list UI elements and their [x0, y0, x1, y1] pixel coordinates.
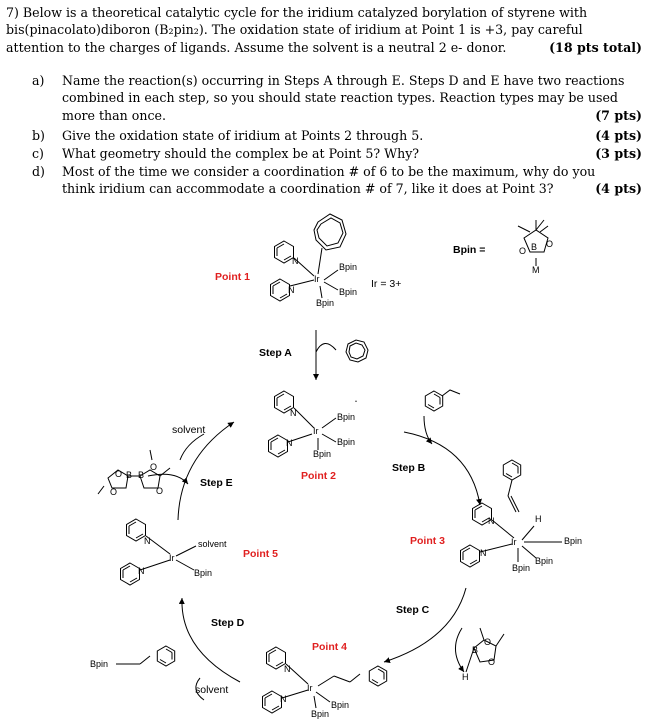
atom-label: N	[286, 438, 293, 448]
question-line: bis(pinacolato)diboron (B₂pin₂). The oxidation state of iridium at Point 1 is +3, pay careful	[6, 22, 583, 38]
part-letter: b)	[32, 128, 45, 143]
atom-label: Ir	[313, 426, 319, 436]
atom-label: N	[138, 566, 145, 576]
atom-label: O	[156, 486, 164, 496]
atom-label: Bpin	[90, 659, 109, 669]
step-b-label: Step B	[392, 462, 426, 474]
point5-complex	[121, 519, 197, 585]
point5-label: Point 5	[243, 548, 279, 560]
atom-label: Bpin	[316, 298, 335, 308]
atom-label: N	[144, 536, 151, 546]
atom-label: Bpin	[331, 700, 350, 710]
ir-oxidation-note: Ir = 3+	[371, 278, 402, 290]
atom-label: B	[531, 242, 538, 252]
part-line: more than once.	[62, 107, 166, 123]
point1-label: Point 1	[215, 271, 251, 283]
atom-label: O	[150, 462, 158, 472]
part-line: Most of the time we consider a coordination # of 6 to be the maximum, why do you	[62, 164, 596, 179]
atom-label: O	[488, 657, 496, 667]
part-line: think iridium can accommodate a coordination # of 7, like it does at Point 3?	[62, 181, 554, 197]
atom-label: N	[290, 408, 297, 418]
atom-label: B	[126, 470, 133, 480]
part-points: (4 pts)	[595, 181, 642, 197]
point4-label: Point 4	[312, 641, 348, 653]
atom-label: N	[288, 285, 295, 295]
atom-label: O	[546, 239, 554, 249]
question-line: attention to the charges of ligands. Assume the solvent is a neutral 2 e- donor.	[6, 39, 507, 55]
total-points: (18 pts total)	[549, 39, 642, 55]
atom-label: Bpin	[535, 556, 554, 566]
atom-label: N	[480, 548, 487, 558]
atom-label: H	[535, 514, 542, 524]
atom-label: Ir	[307, 683, 313, 693]
part-line: Name the reaction(s) occurring in Steps A through E. Steps D and E have two reactions	[62, 73, 625, 88]
atom-label: Bpin	[339, 262, 358, 272]
atom-label: B	[138, 470, 145, 480]
part-line: What geometry should the complex be at Point 5? Why?	[62, 146, 420, 161]
atom-label: N	[488, 516, 495, 526]
part-letter: a)	[32, 73, 45, 88]
atom-label: Ir	[314, 274, 320, 284]
solvent-label: solvent	[195, 684, 229, 696]
atom-label: M	[532, 265, 540, 275]
part-points: (7 pts)	[595, 107, 642, 123]
atom-label: Ir	[169, 553, 175, 563]
hbpin-structure	[455, 628, 504, 672]
atom-label: O	[484, 637, 492, 647]
atom-label: O	[115, 469, 123, 479]
step-e-label: Step E	[200, 477, 233, 489]
point2-label: Point 2	[301, 470, 337, 482]
atom-label: Bpin	[337, 412, 356, 422]
atom-label: Ir	[511, 537, 517, 547]
part-line: Give the oxidation state of iridium at Points 2 through 5.	[62, 128, 424, 143]
atom-label: Bpin	[339, 287, 358, 297]
step-a-label: Step A	[259, 347, 292, 359]
point3-label: Point 3	[410, 535, 446, 547]
point3-complex	[461, 460, 563, 567]
part-letter: d)	[32, 164, 45, 179]
atom-label: H	[462, 672, 469, 682]
atom-label: Bpin	[194, 568, 213, 578]
part-points: (4 pts)	[595, 128, 642, 143]
step-d-label: Step D	[211, 617, 245, 629]
step-c-label: Step C	[396, 604, 430, 616]
atom-label: Bpin	[311, 709, 330, 719]
atom-label: Bpin	[512, 563, 531, 573]
part-points: (3 pts)	[595, 146, 642, 161]
point2-complex	[269, 391, 337, 457]
atom-label: Bpin	[564, 536, 583, 546]
part-letter: c)	[32, 146, 44, 161]
part-line: combined in each step, so you should state reaction types. Reaction types may be used	[62, 90, 618, 106]
atom-label: O	[110, 487, 118, 497]
bpin-definition-label: Bpin =	[453, 244, 486, 256]
atom-label: Bpin	[313, 449, 332, 459]
point1-complex	[271, 214, 347, 301]
atom-label: N	[280, 694, 287, 704]
atom-label: solvent	[198, 539, 227, 549]
question-line: 7) Below is a theoretical catalytic cycle for the iridium catalyzed borylation of styrene with	[6, 5, 588, 20]
atom-label: N	[292, 256, 299, 266]
atom-label: B	[472, 645, 479, 655]
atom-label: N	[284, 664, 291, 674]
atom-label: Bpin	[337, 437, 356, 447]
atom-label: O	[519, 246, 527, 256]
solvent-label: solvent	[172, 424, 206, 436]
